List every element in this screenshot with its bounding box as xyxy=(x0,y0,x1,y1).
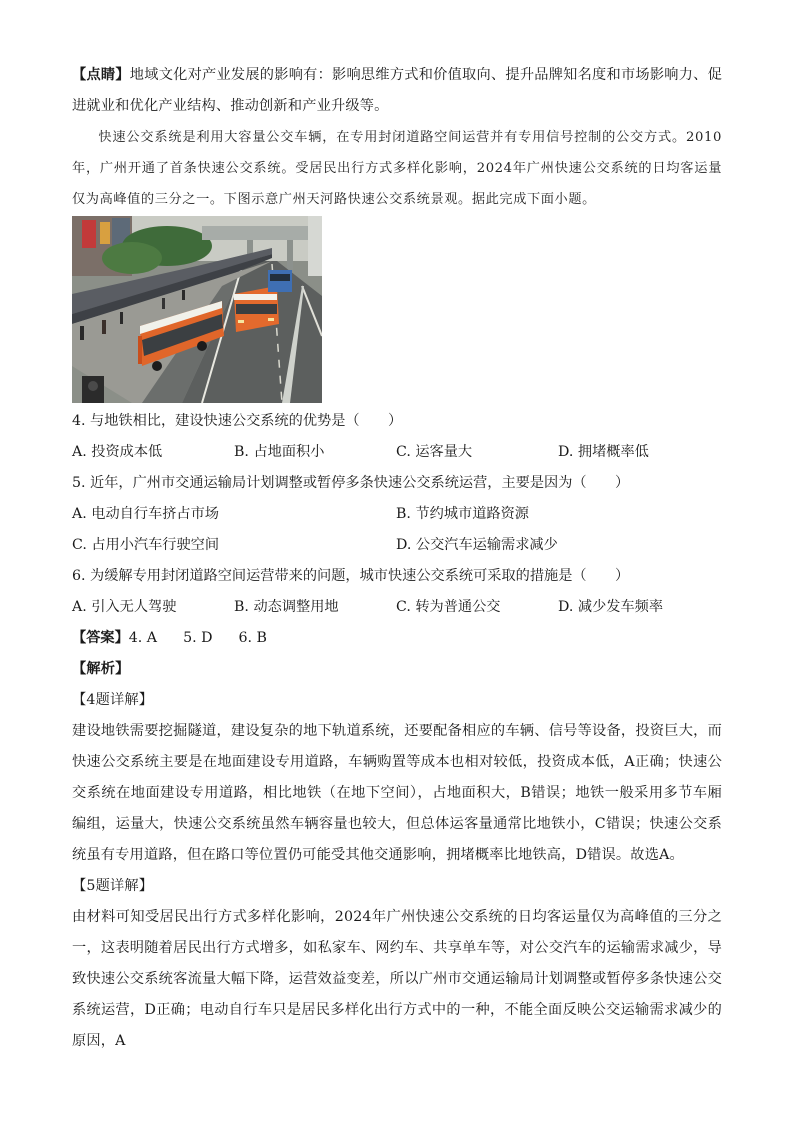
detail-5-text: 由材料可知受居民出行方式多样化影响，2024年广州快速公交系统的日均客运量仅为高峰值的三分之一，这表明随着居民出行方式增多，如私家车、网约车、共享单车等，对公交汽车的运输需求减少，导致快速公交系统客流量大幅下降，运营效益变差，所以广州市交通运输局计划调整或暂停多条快速公交系统运营，D正确；电动自行车只是居民多样化出行方式中的一种，不能全面反映公交运输需求减少的原因，A xyxy=(72,909,722,1049)
question-5-option-d: D. 公交汽车运输需求减少 xyxy=(396,537,558,553)
question-6-option-a: A. 引入无人驾驶 xyxy=(72,599,177,615)
dianjing-label: 【点睛】 xyxy=(72,67,130,83)
question-4-options xyxy=(72,437,722,468)
question-6-options xyxy=(72,592,722,623)
answer-item-4: 4. A xyxy=(128,630,158,646)
intro-paragraph: 快速公交系统是利用大容量公交车辆，在专用封闭道路空间运营并有专用信号控制的公交方式。2010年，广州开通了首条快速公交系统。受居民出行方式多样化影响，2024年广州快速公交系统的日均客运量仅为高峰值的三分之一。下图示意广州天河路快速公交系统景观。据此完成下面小题。 xyxy=(72,130,722,207)
answer-item-5: 5. D xyxy=(183,630,213,646)
question-4-option-b: B. 占地面积小 xyxy=(234,444,325,460)
question-4-stem: 4. 与地铁相比，建设快速公交系统的优势是（ ） xyxy=(72,413,403,429)
detail-4-text: 建设地铁需要挖掘隧道，建设复杂的地下轨道系统，还要配备相应的车辆、信号等设备，投资巨大，而快速公交系统主要是在地面建设专用道路，车辆购置等成本也相对较低，投资成本低，A正确；快速公交系统在地面建设专用道路，相比地铁（在地下空间），占地面积大，B错误；地铁一般采用多节车厢编组，运量大，快速公交系统虽然车辆容量也较大，但总体运客量通常比地铁小，C错误；快速公交系统虽有专用道路，但在路口等位置仍可能受其他交通影响，拥堵概率比地铁高，D错误。故选A。 xyxy=(72,723,722,863)
question-5-stem: 5. 近年，广州市交通运输局计划调整或暂停多条快速公交系统运营，主要是因为（ ） xyxy=(72,475,630,491)
document-page xyxy=(72,60,722,1057)
answer-row xyxy=(72,623,722,654)
question-5-option-b: B. 节约城市道路资源 xyxy=(396,506,529,522)
question-6-option-b: B. 动态调整用地 xyxy=(234,599,339,615)
question-5-options-row-1 xyxy=(72,499,722,530)
question-6-option-c: C. 转为普通公交 xyxy=(396,599,501,615)
detail-5-label: 【5题详解】 xyxy=(72,878,154,894)
question-5-option-a: A. 电动自行车挤占市场 xyxy=(72,506,219,522)
brt-station-photo xyxy=(72,216,322,403)
question-6-option-d: D. 减少发车频率 xyxy=(558,599,664,615)
question-4-option-a: A. 投资成本低 xyxy=(72,444,163,460)
answer-label: 【答案】 xyxy=(72,630,129,646)
answer-item-6: 6. B xyxy=(238,630,267,646)
question-6-stem: 6. 为缓解专用封闭道路空间运营带来的问题，城市快速公交系统可采取的措施是（ ） xyxy=(72,568,630,584)
analysis-label: 【解析】 xyxy=(72,661,130,677)
dianjing-text: 地域文化对产业发展的影响有：影响思维方式和价值取向、提升品牌知名度和市场影响力、促进就业和优化产业结构、推动创新和产业升级等。 xyxy=(72,67,723,114)
question-5-option-c: C. 占用小汽车行驶空间 xyxy=(72,537,220,553)
dianjing-paragraph xyxy=(72,60,722,122)
detail-4-label: 【4题详解】 xyxy=(72,692,154,708)
question-4-option-d: D. 拥堵概率低 xyxy=(558,444,649,460)
question-4-option-c: C. 运客量大 xyxy=(396,444,473,460)
question-5-options-row-2 xyxy=(72,530,722,561)
